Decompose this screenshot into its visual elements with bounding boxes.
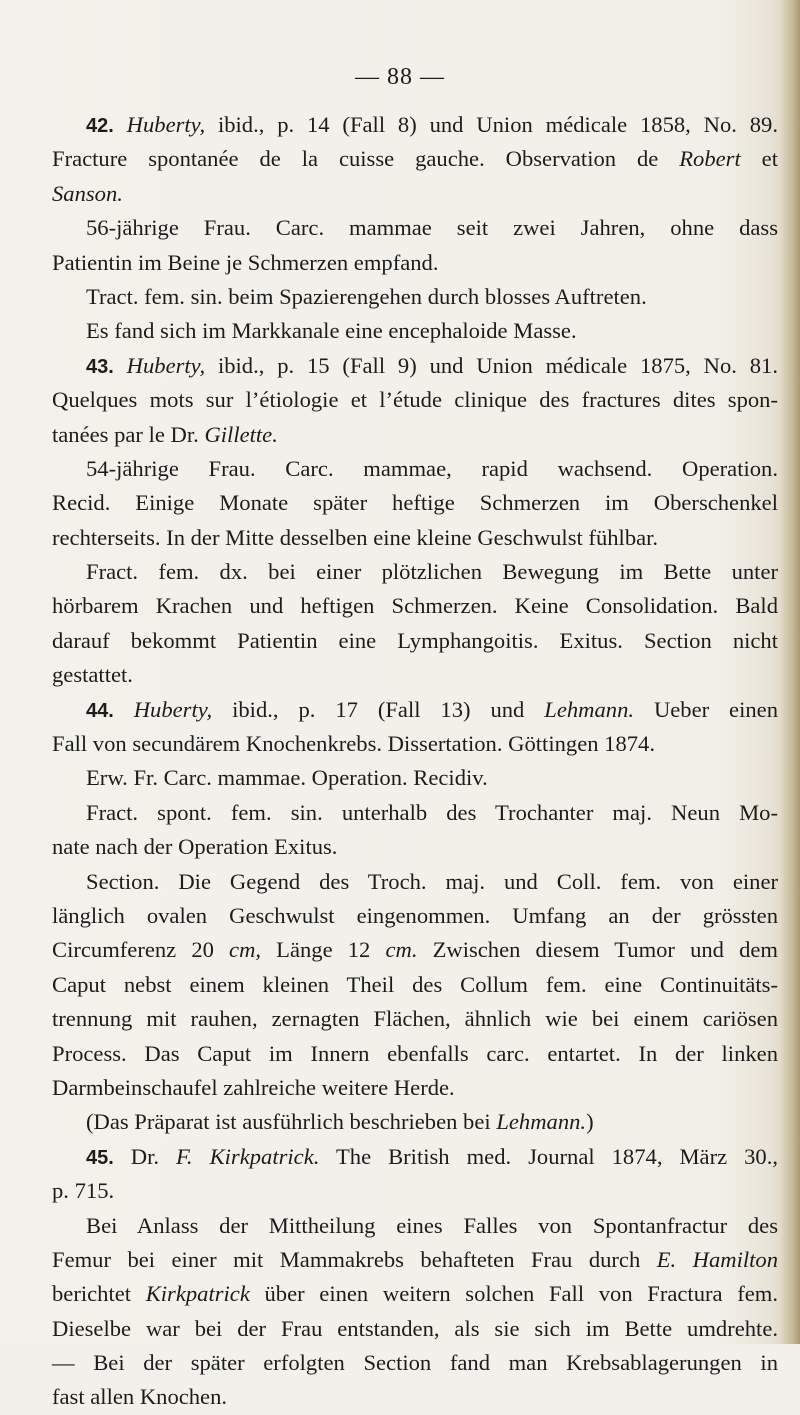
line-text: hörbarem Krachen und heftigen Schmerzen. Keine Consolidation. Bald xyxy=(52,593,778,619)
text-line xyxy=(52,693,778,727)
line-text: über einen weitern solchen Fall von Fractura fem. xyxy=(249,1281,778,1307)
text-line xyxy=(52,1140,778,1174)
line-text: Process. Das Caput im Innern ebenfalls carc. entartet. In der linken xyxy=(52,1040,778,1066)
text-line xyxy=(52,830,778,864)
line-text xyxy=(114,112,127,137)
text-line xyxy=(52,1174,778,1208)
line-text: Es fand sich im Markkanale eine encephaloide Masse. xyxy=(86,318,577,344)
line-text: (Das Präparat ist ausführlich beschrieben bei xyxy=(86,1109,497,1135)
entry-number: 44. xyxy=(86,699,114,722)
text-line xyxy=(52,246,778,280)
text-line xyxy=(52,314,778,348)
text-line xyxy=(52,452,778,486)
italic-text: Gillette. xyxy=(204,421,278,447)
line-text: fast allen Knochen. xyxy=(52,1384,228,1410)
line-text: The British med. Journal 1874, März 30., xyxy=(319,1143,779,1169)
line-text: Fract. fem. dx. bei einer plötzlichen Bewegung im Bette unter xyxy=(86,559,778,585)
line-text: ibid., p. 17 (Fall 13) und xyxy=(212,696,545,722)
line-text: ibid., p. 15 (Fall 9) und Union médicale 1875, No. 81. xyxy=(205,352,778,378)
line-text: Fract. spont. fem. sin. unterhalb des Trochanter maj. Neun Mo- xyxy=(86,799,778,825)
text-line xyxy=(52,1380,778,1414)
line-text: Fall von secundärem Knochenkrebs. Dissertation. Göttingen 1874. xyxy=(52,731,656,757)
text-line xyxy=(52,1037,778,1071)
italic-text: Kirkpatrick xyxy=(145,1281,250,1307)
line-text: — Bei der später erfolgten Section fand man Krebsablagerungen in xyxy=(52,1350,778,1376)
line-text: p. 715. xyxy=(52,1178,115,1204)
text-line xyxy=(52,418,778,452)
line-text: Patientin im Beine je Schmerzen empfand. xyxy=(52,249,439,275)
entry-number: 45. xyxy=(86,1146,114,1169)
italic-text: E. Hamilton xyxy=(656,1246,778,1272)
line-text: Darmbeinschaufel zahlreiche weitere Herde. xyxy=(52,1074,455,1100)
body-text xyxy=(52,108,778,1415)
text-line xyxy=(52,761,778,795)
text-line xyxy=(52,521,778,555)
line-text: Section. Die Gegend des Troch. maj. und Coll. fem. von einer xyxy=(86,868,778,894)
line-text: Bei Anlass der Mittheilung eines Falles von Spontanfractur des xyxy=(86,1212,778,1238)
italic-text: cm, xyxy=(229,937,262,963)
text-line xyxy=(52,589,778,623)
line-text: 56-jährige Frau. Carc. mammae seit zwei Jahren, ohne dass xyxy=(86,215,778,241)
text-line xyxy=(52,1002,778,1036)
text-line xyxy=(52,555,778,589)
line-text: Caput nebst einem kleinen Theil des Collum fem. eine Continuitäts- xyxy=(52,971,778,997)
text-line xyxy=(52,899,778,933)
line-text: nate nach der Operation Exitus. xyxy=(52,834,338,860)
text-line xyxy=(52,349,778,383)
italic-text: Huberty, xyxy=(133,696,213,722)
line-text: et xyxy=(740,146,778,172)
line-text xyxy=(114,697,134,722)
italic-text: F. Kirkpatrick. xyxy=(176,1143,320,1169)
line-text: rechterseits. In der Mitte desselben eine kleine Geschwulst fühlbar. xyxy=(52,524,659,550)
italic-text: Huberty, xyxy=(126,112,206,137)
text-line xyxy=(52,1071,778,1105)
italic-text: Lehmann. xyxy=(544,696,635,722)
line-text: ) xyxy=(586,1109,594,1135)
line-text: Länge 12 xyxy=(261,937,386,963)
line-text: ibid., p. 14 (Fall 8) und Union médicale 1858, No. 89. xyxy=(205,112,778,137)
italic-text: Huberty, xyxy=(126,352,206,378)
line-text: länglich ovalen Geschwulst eingenommen. Umfang an der grössten xyxy=(52,902,778,928)
text-line xyxy=(52,1277,778,1311)
line-text: tanées par le Dr. xyxy=(52,421,205,447)
text-line xyxy=(52,1105,778,1139)
italic-text: Lehmann. xyxy=(496,1109,587,1135)
line-text: gestattet. xyxy=(52,662,133,688)
line-text: berichtet xyxy=(52,1281,146,1307)
text-line xyxy=(52,968,778,1002)
text-line xyxy=(52,727,778,761)
line-text: Zwischen diesem Tumor und dem xyxy=(417,937,778,963)
text-line xyxy=(52,108,778,142)
text-line xyxy=(52,624,778,658)
entry-number: 42. xyxy=(86,115,114,137)
text-line xyxy=(52,1346,778,1380)
text-line xyxy=(52,796,778,830)
italic-text: Robert xyxy=(679,146,741,172)
line-text: trennung mit rauhen, zernagten Flächen, ähnlich wie bei einem cariösen xyxy=(52,1006,778,1032)
line-text: Circumferenz 20 xyxy=(52,937,230,963)
line-text: Femur bei einer mit Mammakrebs behafteten Frau durch xyxy=(52,1246,657,1272)
line-text: Dieselbe war bei der Frau entstanden, als sie sich im Bette umdrehte. xyxy=(52,1315,778,1341)
line-text: 54-jährige Frau. Carc. mammae, rapid wachsend. Operation. xyxy=(86,455,778,481)
text-line xyxy=(52,1312,778,1346)
text-line xyxy=(52,658,778,692)
line-text: Fracture spontanée de la cuisse gauche. Observation de xyxy=(52,146,680,172)
text-line xyxy=(52,486,778,520)
text-line xyxy=(52,211,778,245)
page-edge xyxy=(780,0,800,1344)
line-text: darauf bekommt Patientin eine Lymphangoitis. Exitus. Section nicht xyxy=(52,627,778,653)
text-line xyxy=(52,1209,778,1243)
text-line xyxy=(52,177,778,211)
text-line xyxy=(52,142,778,176)
line-text: Recid. Einige Monate später heftige Schmerzen im Oberschenkel xyxy=(52,490,778,516)
text-line xyxy=(52,280,778,314)
line-text: Ueber einen xyxy=(634,696,778,722)
page-number: — 88 — xyxy=(355,64,445,90)
line-text: Erw. Fr. Carc. mammae. Operation. Recidiv. xyxy=(86,765,488,791)
line-text: Dr. xyxy=(113,1143,177,1169)
text-line xyxy=(52,933,778,967)
line-text: Quelques mots sur l’étiologie et l’étude clinique des fractures dites spon- xyxy=(52,387,778,413)
italic-text: cm. xyxy=(385,937,418,963)
line-text: Tract. fem. sin. beim Spazierengehen durch blosses Auftreten. xyxy=(86,283,647,309)
line-text xyxy=(114,353,127,378)
text-line xyxy=(52,1243,778,1277)
entry-number: 43. xyxy=(86,355,114,378)
text-line xyxy=(52,383,778,417)
italic-text: Sanson. xyxy=(52,180,123,206)
text-line xyxy=(52,865,778,899)
